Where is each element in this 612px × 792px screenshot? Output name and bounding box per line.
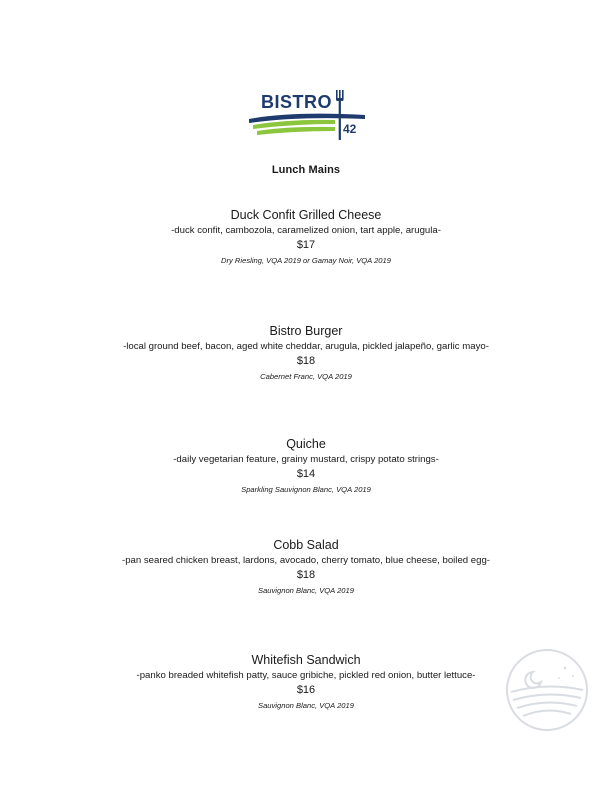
logo-text: BISTRO [261,92,333,112]
menu-item [0,537,612,597]
item-wine-pairing: Dry Riesling, VQA 2019 or Gamay Noir, VQA 2019 [221,256,391,265]
item-name: Duck Confit Grilled Cheese [230,208,382,222]
item-name: Quiche [286,437,326,451]
item-price: $17 [296,239,316,251]
item-name: Bistro Burger [269,324,343,338]
section-title: Lunch Mains [271,164,341,176]
menu-item [0,323,612,383]
item-description: -daily vegetarian feature, grainy mustard, crispy potato strings- [173,454,439,465]
item-name: Cobb Salad [273,538,339,552]
menu-item [0,436,612,496]
logo-number: 42 [343,122,357,136]
item-price: $16 [296,684,316,696]
logo-stripe-green-2 [257,127,335,135]
item-wine-pairing: Cabernet Franc, VQA 2019 [260,372,352,381]
item-price: $18 [296,569,316,581]
item-name: Whitefish Sandwich [251,653,361,667]
item-description: -panko breaded whitefish patty, sauce gribiche, pickled red onion, butter lettuce- [136,670,476,681]
bistro-42-logo [243,86,371,146]
item-price: $14 [296,468,316,480]
menu-item [0,207,612,267]
item-description: -local ground beef, bacon, aged white cheddar, arugula, pickled jalapeño, garlic mayo- [123,341,489,352]
item-wine-pairing: Sauvignon Blanc, VQA 2019 [258,586,354,595]
item-price: $18 [296,355,316,367]
item-description: -duck confit, cambozola, caramelized onion, tart apple, arugula- [171,225,441,236]
item-wine-pairing: Sauvignon Blanc, VQA 2019 [258,701,354,710]
item-description: -pan seared chicken breast, lardons, avocado, cherry tomato, blue cheese, boiled egg- [122,555,490,566]
item-wine-pairing: Sparkling Sauvignon Blanc, VQA 2019 [241,485,371,494]
moon-horizon-icon [503,646,591,734]
